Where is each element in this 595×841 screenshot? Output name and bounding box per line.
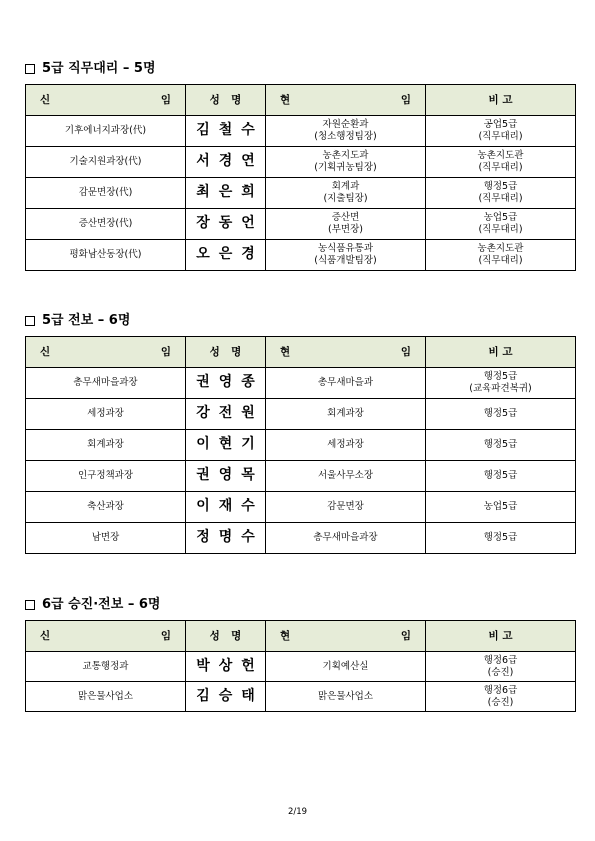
checkbox-square-icon: [25, 64, 35, 74]
note-line: 농업5급: [483, 212, 518, 223]
current-line: 기획예산실: [322, 660, 369, 672]
table-row: [26, 399, 576, 430]
header-char: 현: [280, 94, 291, 106]
cell-new-post: 총무새마을과장: [26, 368, 186, 399]
note-line: 행정5급: [483, 371, 518, 382]
cell-current: [266, 116, 426, 147]
cell-note: [426, 430, 576, 461]
note-line: (직무대리): [478, 193, 523, 204]
person-name: 박상헌: [196, 657, 264, 674]
header-char: 성: [209, 346, 220, 358]
header-char: 임: [400, 346, 411, 358]
current-line: 농식품유통과: [317, 243, 374, 254]
note-line: 행정5급: [483, 470, 518, 481]
cell-current: [266, 461, 426, 492]
section-2-table: [25, 336, 576, 554]
header-char: 신: [40, 630, 51, 642]
section-3: [25, 596, 575, 712]
note-line: (직무대리): [478, 131, 523, 142]
th-new-post-text: [26, 94, 185, 106]
person-name: 장동언: [196, 215, 264, 231]
table-row: [26, 430, 576, 461]
th-new-post-text: [26, 630, 185, 642]
person-name: 김승태: [196, 687, 264, 704]
cell-note: [426, 209, 576, 240]
person-name: 강전원: [196, 405, 264, 421]
current-line: 맑은물사업소: [317, 690, 374, 702]
cell-new-post: 축산과장: [26, 492, 186, 523]
person-name: 오은경: [196, 246, 264, 262]
header-char: 명: [231, 94, 242, 106]
note-line: 농촌지도관: [477, 150, 524, 161]
header-char: 신: [40, 94, 51, 106]
table-row: [26, 209, 576, 240]
cell-new-post: 증산면장(代): [26, 209, 186, 240]
current-line: (청소행정팀장): [314, 131, 377, 142]
note-line: 행정6급: [483, 654, 518, 666]
current-line: 총무새마을과: [317, 377, 374, 388]
current-line: 감문면장: [327, 501, 364, 512]
cell-current: [266, 523, 426, 554]
current-line: (기획귀농팀장): [314, 162, 377, 173]
section-3-title: 6급 승진·전보 – 6명: [25, 596, 575, 614]
th-name-text: [186, 630, 265, 642]
table-header-row: [26, 337, 576, 368]
cell-name: [186, 368, 266, 399]
section-3-table: [25, 620, 576, 712]
header-char: 명: [231, 346, 242, 358]
cell-current: [266, 368, 426, 399]
th-current-text: [266, 346, 425, 358]
header-char: 성: [209, 94, 220, 106]
table-row: [26, 116, 576, 147]
th-note: 비 고: [426, 85, 576, 116]
note-line: 행정5급: [483, 181, 518, 192]
person-name: 이재수: [196, 498, 264, 514]
cell-current: [266, 682, 426, 712]
section-1: [25, 60, 575, 271]
cell-note: [426, 461, 576, 492]
table-body: [26, 116, 576, 271]
current-line: 농촌지도과: [322, 150, 369, 161]
note-line: 농업5급: [483, 501, 518, 512]
person-name: 이현기: [196, 436, 264, 452]
header-char: 성: [209, 630, 220, 642]
table-header-row: [26, 621, 576, 652]
checkbox-square-icon: [25, 600, 35, 610]
cell-name: [186, 682, 266, 712]
note-line: (승진): [487, 666, 514, 678]
cell-new-post: 기후에너지과장(代): [26, 116, 186, 147]
th-current: [266, 621, 426, 652]
cell-note: [426, 147, 576, 178]
table-row: [26, 147, 576, 178]
cell-new-post: 감문면장(代): [26, 178, 186, 209]
current-line: 회계과: [331, 181, 360, 192]
th-new-post: [26, 337, 186, 368]
cell-note: [426, 682, 576, 712]
cell-name: [186, 399, 266, 430]
note-line: (직무대리): [478, 162, 523, 173]
section-2-title: 5급 전보 – 6명: [25, 312, 575, 330]
cell-name: [186, 652, 266, 682]
table-row: [26, 368, 576, 399]
th-current-text: [266, 630, 425, 642]
table-body: [26, 652, 576, 712]
cell-name: [186, 461, 266, 492]
header-char: 현: [280, 630, 291, 642]
cell-note: [426, 652, 576, 682]
note-line: (승진): [487, 696, 514, 708]
header-char: 임: [400, 94, 411, 106]
cell-name: [186, 178, 266, 209]
cell-name: [186, 209, 266, 240]
cell-current: [266, 430, 426, 461]
note-line: 행정5급: [483, 439, 518, 450]
cell-current: [266, 399, 426, 430]
cell-new-post: 기술지원과장(代): [26, 147, 186, 178]
cell-new-post: 회계과장: [26, 430, 186, 461]
cell-note: [426, 523, 576, 554]
current-line: 자원순환과: [322, 119, 369, 130]
th-note: 비 고: [426, 337, 576, 368]
th-name: [186, 85, 266, 116]
checkbox-square-icon: [25, 316, 35, 326]
header-char: 임: [400, 630, 411, 642]
cell-new-post: 남면장: [26, 523, 186, 554]
person-name: 김철수: [196, 122, 264, 138]
table-row: [26, 652, 576, 682]
th-note: 비 고: [426, 621, 576, 652]
table-body: [26, 368, 576, 554]
table-row: [26, 523, 576, 554]
cell-new-post: 교통행정과: [26, 652, 186, 682]
person-name: 서경연: [196, 153, 264, 169]
th-new-post: [26, 85, 186, 116]
cell-note: [426, 368, 576, 399]
th-new-post: [26, 621, 186, 652]
table-row: [26, 492, 576, 523]
current-line: (지출팀장): [323, 193, 368, 204]
note-line: (교육파견복귀): [469, 383, 532, 394]
section-1-title: 5급 직무대리 – 5명: [25, 60, 575, 78]
current-line: (식품개발팀장): [314, 255, 377, 266]
header-char: 현: [280, 346, 291, 358]
section-1-table: [25, 84, 576, 271]
current-line: 회계과장: [327, 408, 364, 419]
cell-name: [186, 430, 266, 461]
person-name: 정명수: [196, 529, 264, 545]
th-current: [266, 85, 426, 116]
cell-note: [426, 492, 576, 523]
th-name-text: [186, 94, 265, 106]
current-line: 총무새마을과장: [313, 532, 378, 543]
note-line: 공업5급: [483, 119, 518, 130]
table-row: [26, 178, 576, 209]
note-line: (직무대리): [478, 255, 523, 266]
current-line: 세정과장: [327, 439, 364, 450]
cell-new-post: 인구정책과장: [26, 461, 186, 492]
cell-new-post: 평화남산동장(代): [26, 240, 186, 271]
section-2: [25, 312, 575, 554]
header-char: 임: [160, 346, 171, 358]
current-line: (부면장): [328, 224, 363, 235]
cell-note: [426, 116, 576, 147]
cell-new-post: 맑은물사업소: [26, 682, 186, 712]
note-line: 행정5급: [483, 532, 518, 543]
table-header-row: [26, 85, 576, 116]
page-number: 2/19: [287, 807, 308, 817]
current-line: 증산면: [331, 212, 360, 223]
header-char: 임: [160, 630, 171, 642]
cell-name: [186, 492, 266, 523]
cell-note: [426, 178, 576, 209]
cell-current: [266, 147, 426, 178]
note-line: 농촌지도관: [477, 243, 524, 254]
cell-current: [266, 652, 426, 682]
th-name: [186, 621, 266, 652]
person-name: 최은희: [196, 184, 264, 200]
th-current-text: [266, 94, 425, 106]
person-name: 권영목: [196, 467, 264, 483]
th-name: [186, 337, 266, 368]
cell-note: [426, 240, 576, 271]
cell-name: [186, 116, 266, 147]
cell-current: [266, 178, 426, 209]
th-new-post-text: [26, 346, 185, 358]
note-line: 행정6급: [483, 684, 518, 696]
cell-current: [266, 492, 426, 523]
table-row: [26, 682, 576, 712]
cell-name: [186, 523, 266, 554]
header-char: 명: [231, 630, 242, 642]
cell-new-post: 세정과장: [26, 399, 186, 430]
table-row: [26, 240, 576, 271]
note-line: 행정5급: [483, 408, 518, 419]
note-line: (직무대리): [478, 224, 523, 235]
cell-note: [426, 399, 576, 430]
table-row: [26, 461, 576, 492]
cell-current: [266, 240, 426, 271]
th-name-text: [186, 346, 265, 358]
person-name: 권영종: [196, 374, 264, 390]
cell-name: [186, 240, 266, 271]
header-char: 임: [160, 94, 171, 106]
header-char: 신: [40, 346, 51, 358]
th-current: [266, 337, 426, 368]
current-line: 서울사무소장: [317, 470, 374, 481]
cell-current: [266, 209, 426, 240]
cell-name: [186, 147, 266, 178]
